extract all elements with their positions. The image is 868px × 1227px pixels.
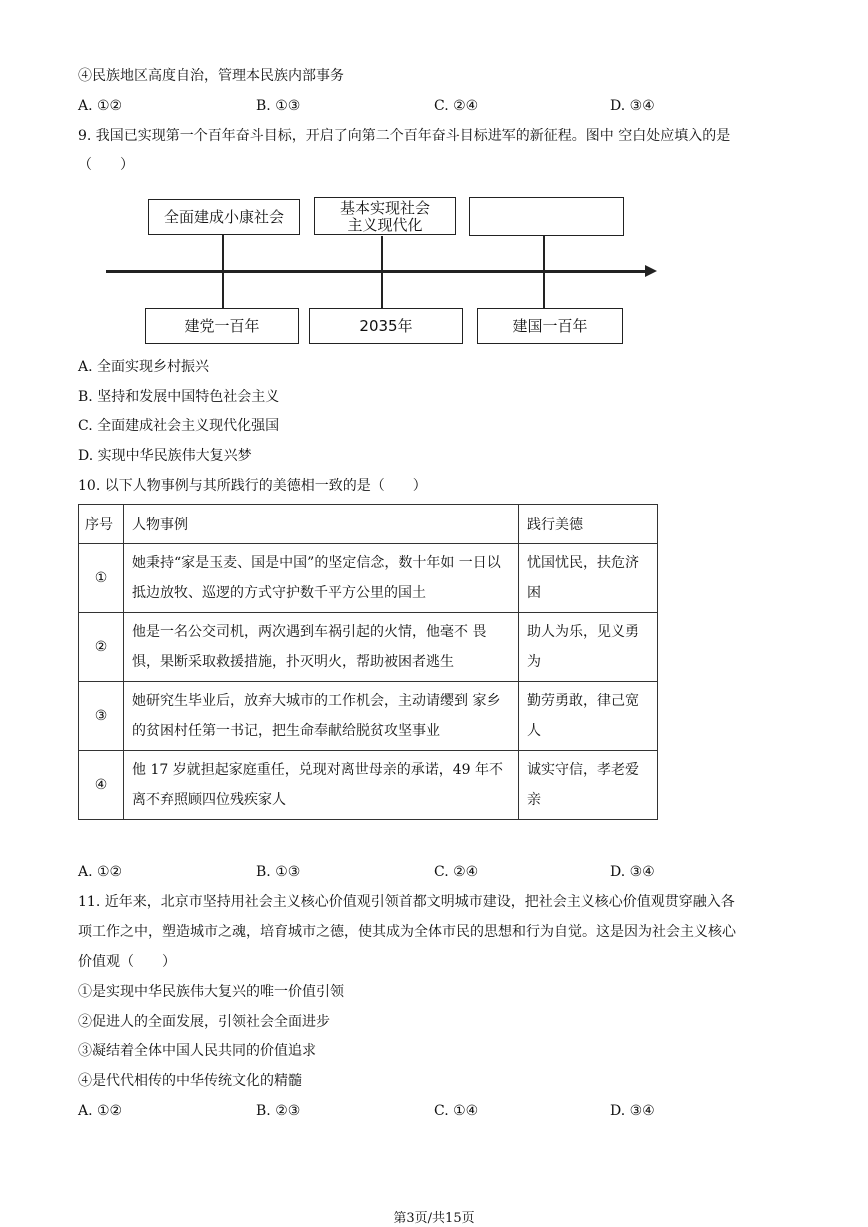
q11-stem-line3: 价值观（ ）: [78, 954, 176, 970]
q8-options: [78, 96, 778, 116]
table-row: [79, 544, 658, 613]
q11-item-2: ②促进人的全面发展，引领社会全面进步: [78, 1014, 330, 1030]
table-row-virtue: 忧国忧民，扶危济困: [519, 544, 658, 613]
timeline-connector-2: [381, 236, 383, 308]
timeline-bottom-box-1: [145, 308, 299, 344]
q9-option-d: D. 实现中华民族伟大复兴梦: [78, 448, 252, 464]
table-row: [79, 751, 658, 820]
q11-option-a: A. ①②: [78, 1103, 123, 1119]
table-header-num: 序号: [79, 505, 124, 544]
q11-stem-line2: 项工作之中，塑造城市之魂，培育城市之德，使其成为全体市民的思想和行为自觉。这是因为社会主义核心: [78, 924, 736, 940]
timeline-axis: [106, 270, 646, 273]
timeline-bottom-box-2: [309, 308, 463, 344]
q10-option-c: C. ②④: [434, 864, 479, 880]
table-header-row: [79, 505, 658, 544]
timeline-top-box-1: [148, 199, 300, 235]
q11-option-b: B. ②③: [256, 1103, 301, 1119]
table-row-case: 他 17 岁就担起家庭重任，兑现对离世母亲的承诺，49 年不离不弃照顾四位残疾家人: [124, 751, 519, 820]
q8-item-4: ④民族地区高度自治，管理本民族内部事务: [78, 68, 344, 84]
table-row-num: ③: [79, 682, 124, 751]
table-header-virtue: 践行美德: [519, 505, 658, 544]
timeline-top-box-2-label-line2: 主义现代化: [347, 216, 423, 234]
timeline-top-box-2: [314, 197, 456, 235]
q8-option-c: C. ②④: [434, 98, 479, 114]
q11-option-d: D. ③④: [610, 1103, 655, 1119]
timeline-top-box-2-label-line1: 基本实现社会: [339, 199, 430, 217]
q9-timeline-diagram: [0, 0, 868, 360]
timeline-top-box-1-label: 全面建成小康社会: [163, 208, 284, 226]
q10-option-d: D. ③④: [610, 864, 655, 880]
timeline-bottom-box-3: [477, 308, 623, 344]
q8-option-d: D. ③④: [610, 98, 655, 114]
q10-stem: 10. 以下人物事例与其所践行的美德相一致的是（ ）: [78, 478, 427, 494]
table-header-case: 人物事例: [124, 505, 519, 544]
table-row: [79, 613, 658, 682]
timeline-blank-box: [469, 197, 624, 236]
q11-item-4: ④是代代相传的中华传统文化的精髓: [78, 1073, 302, 1089]
timeline-connector-1: [222, 235, 224, 308]
q11-options: [78, 1101, 778, 1121]
q10-option-a: A. ①②: [78, 864, 123, 880]
q9-option-b: B. 坚持和发展中国特色社会主义: [78, 389, 280, 405]
q9-option-a: A. 全面实现乡村振兴: [78, 359, 210, 375]
timeline-bottom-box-3-label: 建国一百年: [512, 317, 588, 335]
table-row-virtue: 诚实守信，孝老爱亲: [519, 751, 658, 820]
table-row: [79, 682, 658, 751]
q9-option-c: C. 全面建成社会主义现代化强国: [78, 418, 280, 434]
q8-option-b: B. ①③: [256, 98, 301, 114]
table-row-case: 她研究生毕业后，放弃大城市的工作机会，主动请缨到 家乡的贫困村任第一书记，把生命奉献给脱贫攻坚事业: [124, 682, 519, 751]
q10-option-b: B. ①③: [256, 864, 301, 880]
q11-item-3: ③凝结着全体中国人民共同的价值追求: [78, 1043, 316, 1059]
timeline-bottom-box-1-label: 建党一百年: [184, 317, 260, 335]
table-row-case: 他是一名公交司机，两次遇到车祸引起的火情，他毫不 畏惧，果断采取救援措施，扑灭明火，帮助被困者逃生: [124, 613, 519, 682]
timeline-connector-3: [543, 236, 545, 308]
table-row-num: ②: [79, 613, 124, 682]
table-row-virtue: 助人为乐，见义勇为: [519, 613, 658, 682]
q11-option-c: C. ①④: [434, 1103, 479, 1119]
q10-virtue-table: [78, 504, 658, 820]
q8-option-a: A. ①②: [78, 98, 123, 114]
q11-stem-line1: 11. 近年来，北京市坚持用社会主义核心价值观引领首都文明城市建设，把社会主义核心价值观贯穿融入各: [78, 894, 735, 910]
timeline-bottom-box-2-label: 2035年: [359, 317, 413, 335]
q11-item-1: ①是实现中华民族伟大复兴的唯一价值引领: [78, 984, 344, 1000]
table-row-num: ①: [79, 544, 124, 613]
q9-stem-line1: 9. 我国已实现第一个百年奋斗目标，开启了向第二个百年奋斗目标进军的新征程。图中 空白处应填入的是: [78, 128, 731, 144]
timeline-arrow-icon: [645, 265, 657, 277]
q9-stem-line2: （ ）: [78, 157, 134, 173]
table-row-num: ④: [79, 751, 124, 820]
q10-options: [78, 862, 778, 882]
table-row-case: 她秉持“家是玉麦、国是中国”的坚定信念，数十年如 一日以抵边放牧、巡逻的方式守护数千平方公里的国土: [124, 544, 519, 613]
table-row-virtue: 勤劳勇敢，律己宽人: [519, 682, 658, 751]
page-number-footer: 第3页/共15页: [393, 1211, 475, 1226]
